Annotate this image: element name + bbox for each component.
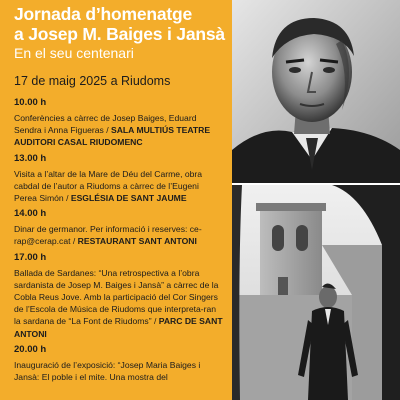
event-list (0, 89, 232, 383)
event-venue: PARC DE SANT ANTONI (14, 316, 223, 339)
event-time: 20.00 h (14, 343, 47, 355)
event-text: Inauguració de l’exposició: “Josep Maria Baiges i Jansà: El poble i el mite. Una mostra del (14, 359, 201, 383)
event-text: Conferències a càrrec de Josep Baiges, Eduard Sendra i Anna Figueras / (14, 113, 197, 136)
event-item (14, 153, 224, 205)
event-description (14, 267, 224, 340)
event-item (14, 97, 224, 149)
event-date: 17 de maig 2025 a Riudoms (14, 74, 171, 88)
event-item (14, 344, 224, 383)
event-text: Visita a l’altar de la Mare de Déu del Carme, obra cabdal de l’autor a Riudoms a càrrec de l’Eugeni Perea Simón / (14, 168, 203, 204)
event-venue: SALA MULTIÚS TEATRE AUDITORI CASAL RIUDOMENC (14, 125, 211, 148)
poster-title (0, 0, 232, 44)
event-text: Ballada de Sardanes: “Una retrospectiva a l’obra sardanista de Josep M. Baiges i Jansà” a càrrec de la Cobla Reus Jove. Amb la participació del Cor Singers de l’Escola de Música de Riudoms que interpreta-ran la sardana de “La Font de Riudoms” / (14, 267, 219, 327)
event-text: Dinar de germanor. Per informació i reserves: ce-rap@cerap.cat / (14, 224, 202, 247)
poster-subtitle: En el seu centenari (14, 45, 134, 61)
portrait-image (232, 0, 400, 183)
church-photo (232, 185, 400, 400)
event-item (14, 252, 224, 340)
event-description (14, 112, 224, 149)
event-time: 13.00 h (14, 152, 47, 164)
event-description (14, 168, 224, 205)
event-venue: RESTAURANT SANT ANTONI (77, 236, 197, 247)
event-venue: ESGLÉSIA DE SANT JAUME (70, 193, 187, 204)
photo-column (232, 0, 400, 400)
event-item (14, 208, 224, 247)
event-time: 14.00 h (14, 208, 47, 220)
event-description (14, 223, 224, 247)
title-line-2: a Josep M. Baiges i Jansà (14, 24, 225, 44)
event-description (14, 359, 224, 383)
event-time: 17.00 h (14, 251, 47, 263)
event-time: 10.00 h (14, 97, 47, 108)
portrait-photo (232, 0, 400, 183)
church-image (232, 185, 400, 400)
title-line-1: Jornada d’homenatge (14, 4, 193, 24)
